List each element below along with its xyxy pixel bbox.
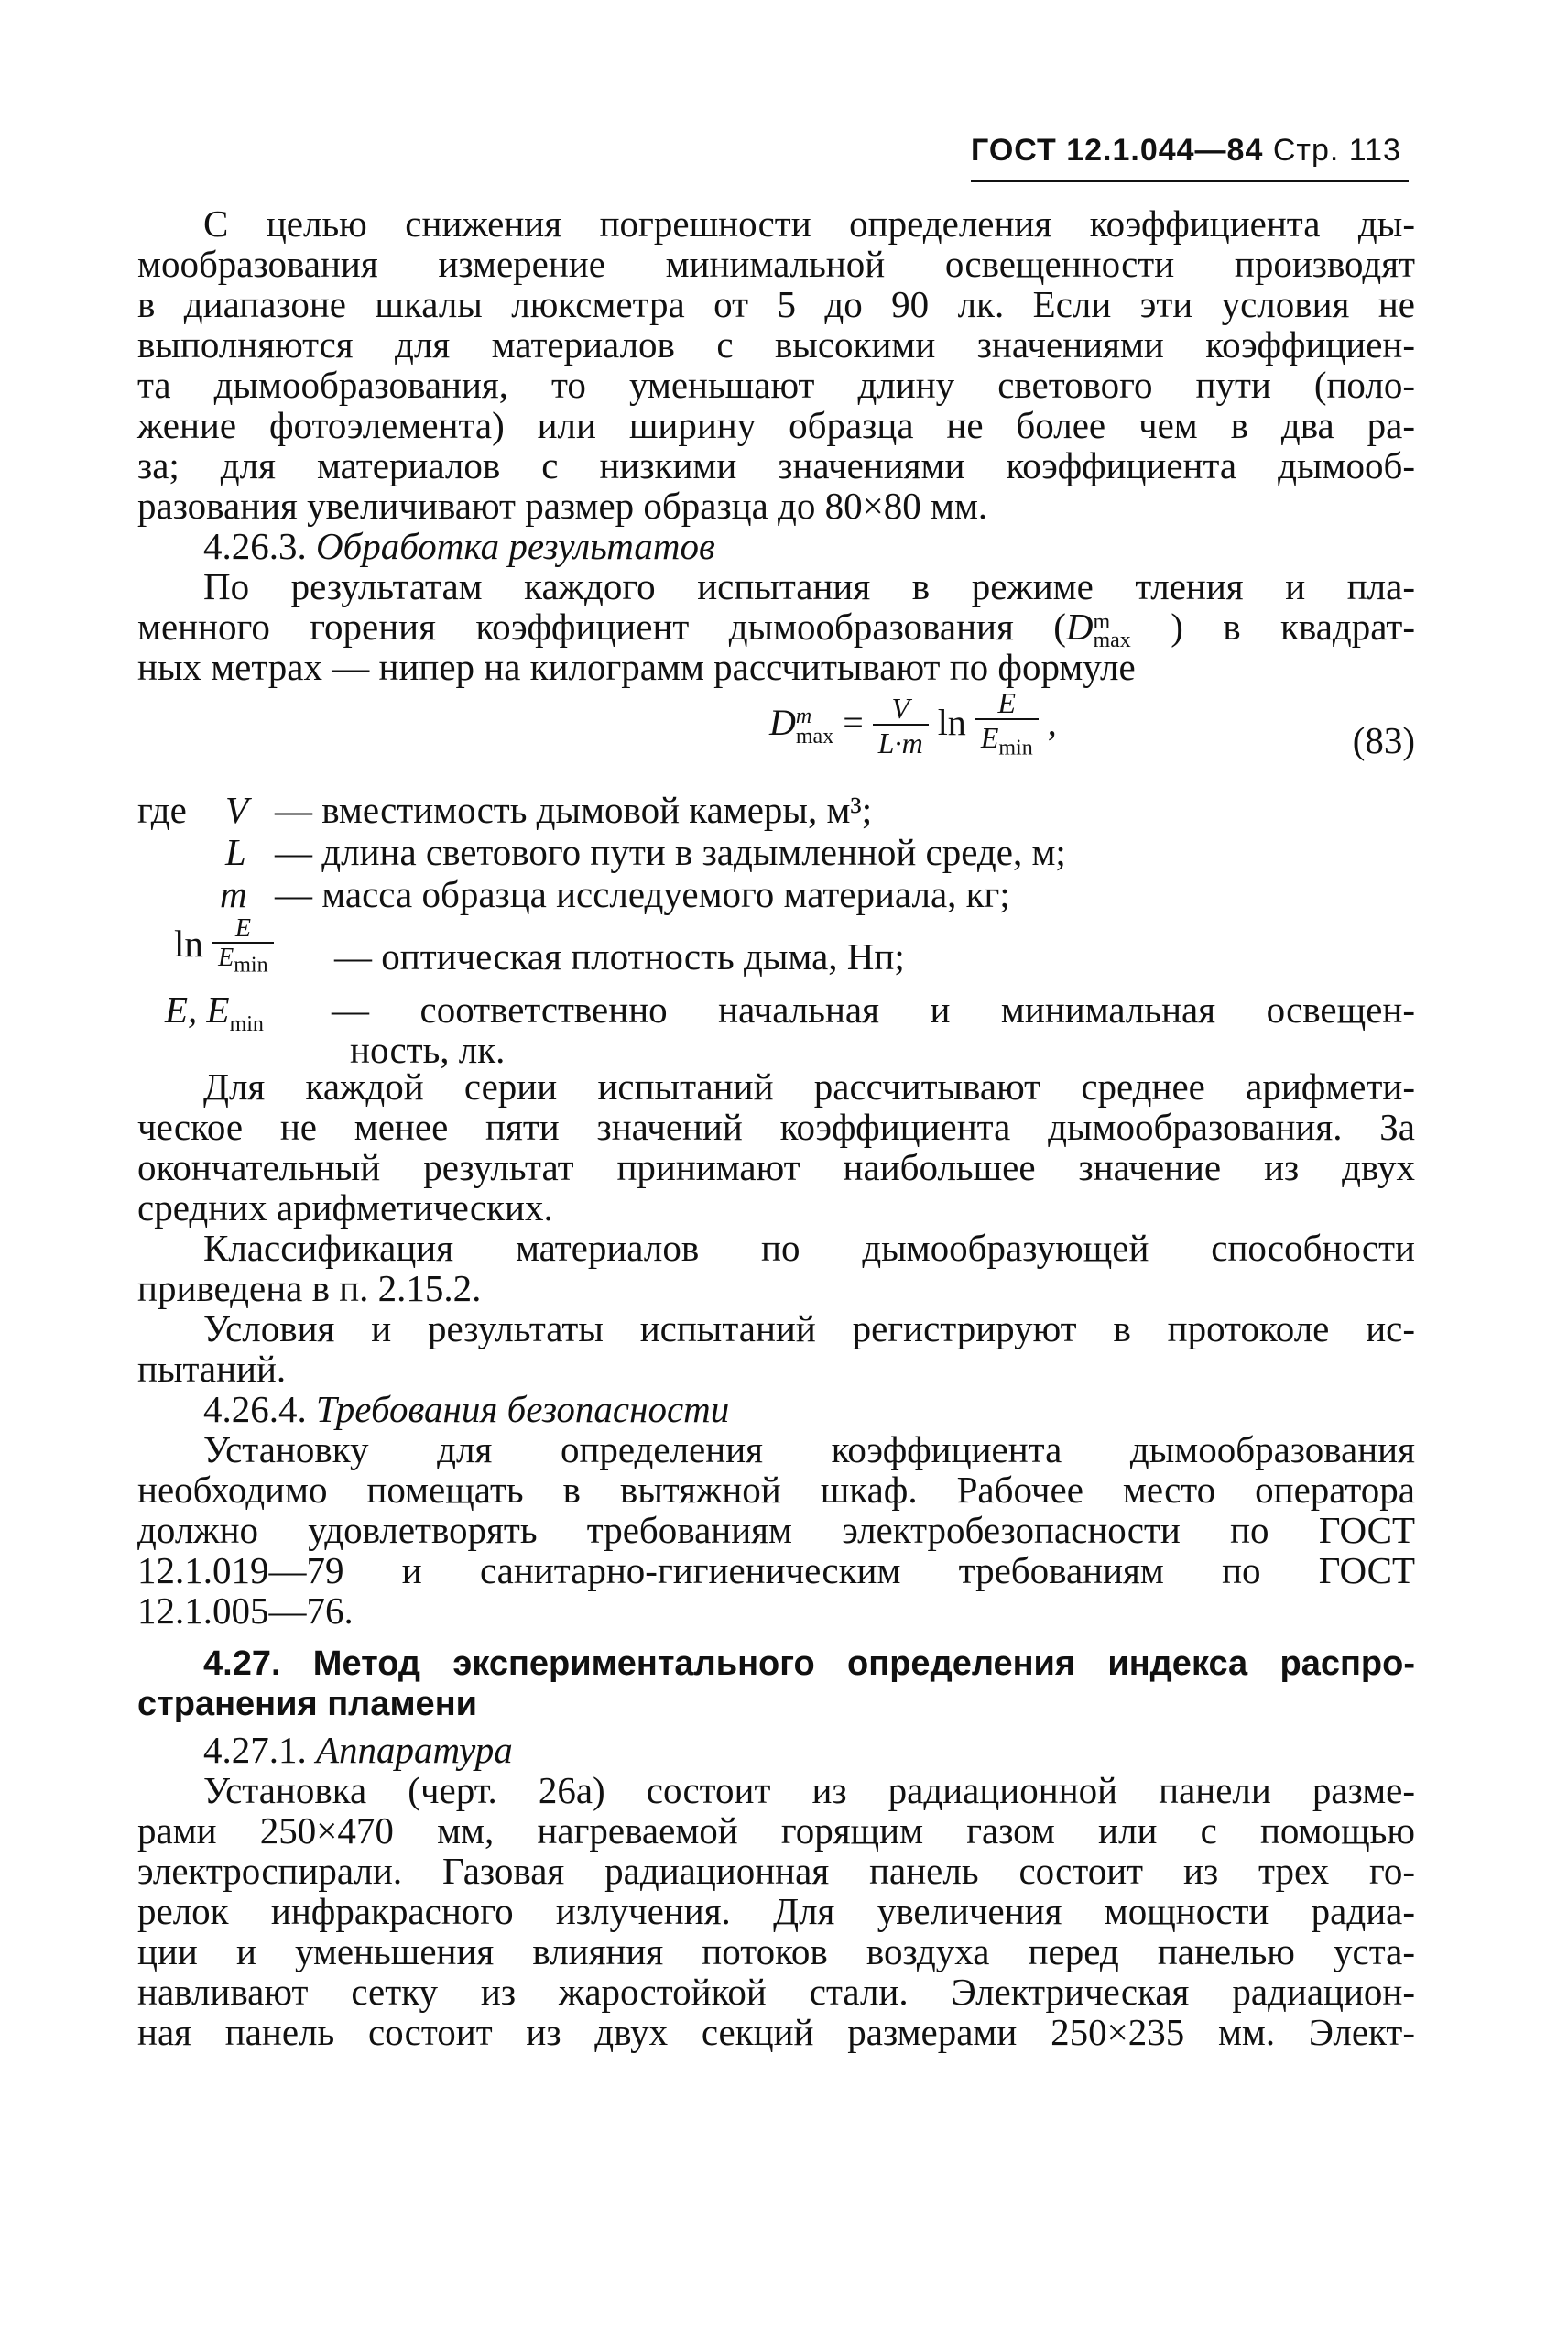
- formula-number: (83): [1352, 719, 1415, 761]
- text-line: По результатам каждого испытания в режиме тления и пла-: [203, 565, 1415, 607]
- text-line: в диапазоне шкалы люксметра от 5 до 90 лк. Если эти условия не: [137, 283, 1415, 325]
- text-line: навливают сетку из жаростойкой стали. Электрическая радиацион-: [137, 1971, 1415, 2013]
- fraction-e-emin: $\frac{E}{E_{min}}$: [975, 687, 1039, 765]
- text-line: мообразования измерение минимальной освещенности производят: [137, 243, 1415, 285]
- var-v-text: — вместимость дымовой камеры, м³;: [275, 789, 873, 831]
- page-number: 113: [1348, 133, 1401, 168]
- paragraph-7: [137, 1770, 1415, 2052]
- formula-expression: D m max = $\frac{V}{L\cdot m}$ ln $\frac{E}{E_{min}}$ ,: [769, 687, 1057, 790]
- text-line: Условия и результаты испытаний регистрируют в протоколе ис-: [203, 1307, 1415, 1349]
- paragraph-3: [137, 1066, 1415, 1228]
- section-4-26-3-heading: 4.26.3. Обработка результатов: [203, 525, 715, 567]
- text-line: ных метрах — нипер на килограмм рассчитывают по формуле: [137, 646, 1136, 688]
- paragraph-2: [137, 566, 1415, 687]
- header-rule: [971, 180, 1409, 182]
- section-4-26-4-heading: 4.26.4. Требования безопасности: [203, 1388, 730, 1430]
- var-v: V: [225, 789, 249, 831]
- paragraph-1: [137, 203, 1415, 526]
- text-line: электроспирали. Газовая радиационная панель состоит из трех го-: [137, 1850, 1415, 1892]
- text-line: ческое не менее пяти значений коэффициента дымообразования. За: [137, 1106, 1415, 1148]
- var-l-text: — длина светового пути в задымленной среде, м;: [275, 831, 1066, 873]
- text-line: жение фотоэлемента) или ширину образца не более чем в два ра-: [137, 404, 1415, 446]
- text-line: 12.1.005—76.: [137, 1590, 354, 1632]
- text-line: та дымообразования, то уменьшают длину светового пути (поло-: [137, 364, 1415, 406]
- page-label: Стр.: [1272, 133, 1340, 168]
- var-m: m: [220, 873, 247, 915]
- text-line: разования увеличивают размер образца до 80×80 мм.: [137, 485, 988, 527]
- paragraph-4: [137, 1228, 1415, 1308]
- where-label: где: [137, 789, 187, 831]
- text-line: С целью снижения погрешности определения коэффициента ды-: [203, 202, 1415, 245]
- spacer: [137, 1631, 1415, 1644]
- paragraph-5: [137, 1308, 1415, 1389]
- text-line: Классификация материалов по дымообразующей способности: [203, 1227, 1415, 1269]
- var-m-text: — масса образца исследуемого материала, кг;: [275, 873, 1010, 915]
- text-line: менного горения коэффициент дымообразования (D m max ) в квадрат-: [137, 606, 1415, 652]
- var-e-text: — соответственно начальная и минимальная освещен-: [332, 989, 1415, 1031]
- text-line: странения пламени: [137, 1685, 478, 1723]
- formula-83: [137, 687, 1415, 790]
- text-line: выполняются для материалов с высокими значениями коэффициен-: [137, 323, 1415, 366]
- var-e-text-2: ность, лк.: [350, 1029, 506, 1071]
- text-line: пытаний.: [137, 1348, 287, 1390]
- text-line: релок инфракрасного излучения. Для увеличения мощности радиа-: [137, 1890, 1415, 1932]
- var-ln-text: — оптическая плотность дыма, Нп;: [334, 935, 905, 978]
- text-line: окончательный результат принимают наибольшее значение из двух: [137, 1146, 1415, 1188]
- text-line: за; для материалов с низкими значениями коэффициента дымооб-: [137, 444, 1415, 486]
- text-line: средних арифметических.: [137, 1186, 553, 1229]
- paragraph-6: [137, 1429, 1415, 1631]
- var-l: L: [225, 831, 246, 873]
- page-header: [971, 133, 1410, 169]
- text-line: рами 250×470 мм, нагреваемой горящим газом или с помощью: [137, 1809, 1415, 1852]
- page-body: [137, 203, 1415, 2052]
- fraction-v-lm: $\frac{V}{L\cdot m}$: [873, 693, 929, 760]
- section-4-27-heading: [137, 1644, 1415, 1724]
- text-line: Установку для определения коэффициента дымообразования: [203, 1428, 1415, 1470]
- text-line: 4.27. Метод экспериментального определения индекса распро-: [203, 1644, 1415, 1683]
- text-line: ная панель состоит из двух секций размерами 250×235 мм. Элект-: [137, 2011, 1415, 2053]
- text-line: 12.1.019—79 и санитарно-гигиеническим требованиям по ГОСТ: [137, 1549, 1415, 1591]
- variable-definitions: [137, 789, 1415, 1071]
- text-line: ции и уменьшения влияния потоков воздуха перед панелью уста-: [137, 1930, 1415, 1972]
- text-line: необходимо помещать в вытяжной шкаф. Рабочее место оператора: [137, 1469, 1415, 1511]
- section-4-27-1-heading: 4.27.1. Аппаратура: [203, 1729, 513, 1771]
- text-line: Установка (черт. 26а) состоит из радиационной панели разме-: [203, 1769, 1415, 1811]
- text-line: приведена в п. 2.15.2.: [137, 1267, 482, 1309]
- text-line: должно удовлетворять требованиям электробезопасности по ГОСТ: [137, 1509, 1415, 1551]
- var-ln: ln $\frac{E}{E_{min}}$: [174, 916, 274, 980]
- text-line: Для каждой серии испытаний рассчитывают среднее арифмети-: [203, 1065, 1415, 1108]
- var-e: E, $E_{min}$: [165, 989, 264, 1037]
- standard-code: ГОСТ 12.1.044—84: [971, 133, 1264, 168]
